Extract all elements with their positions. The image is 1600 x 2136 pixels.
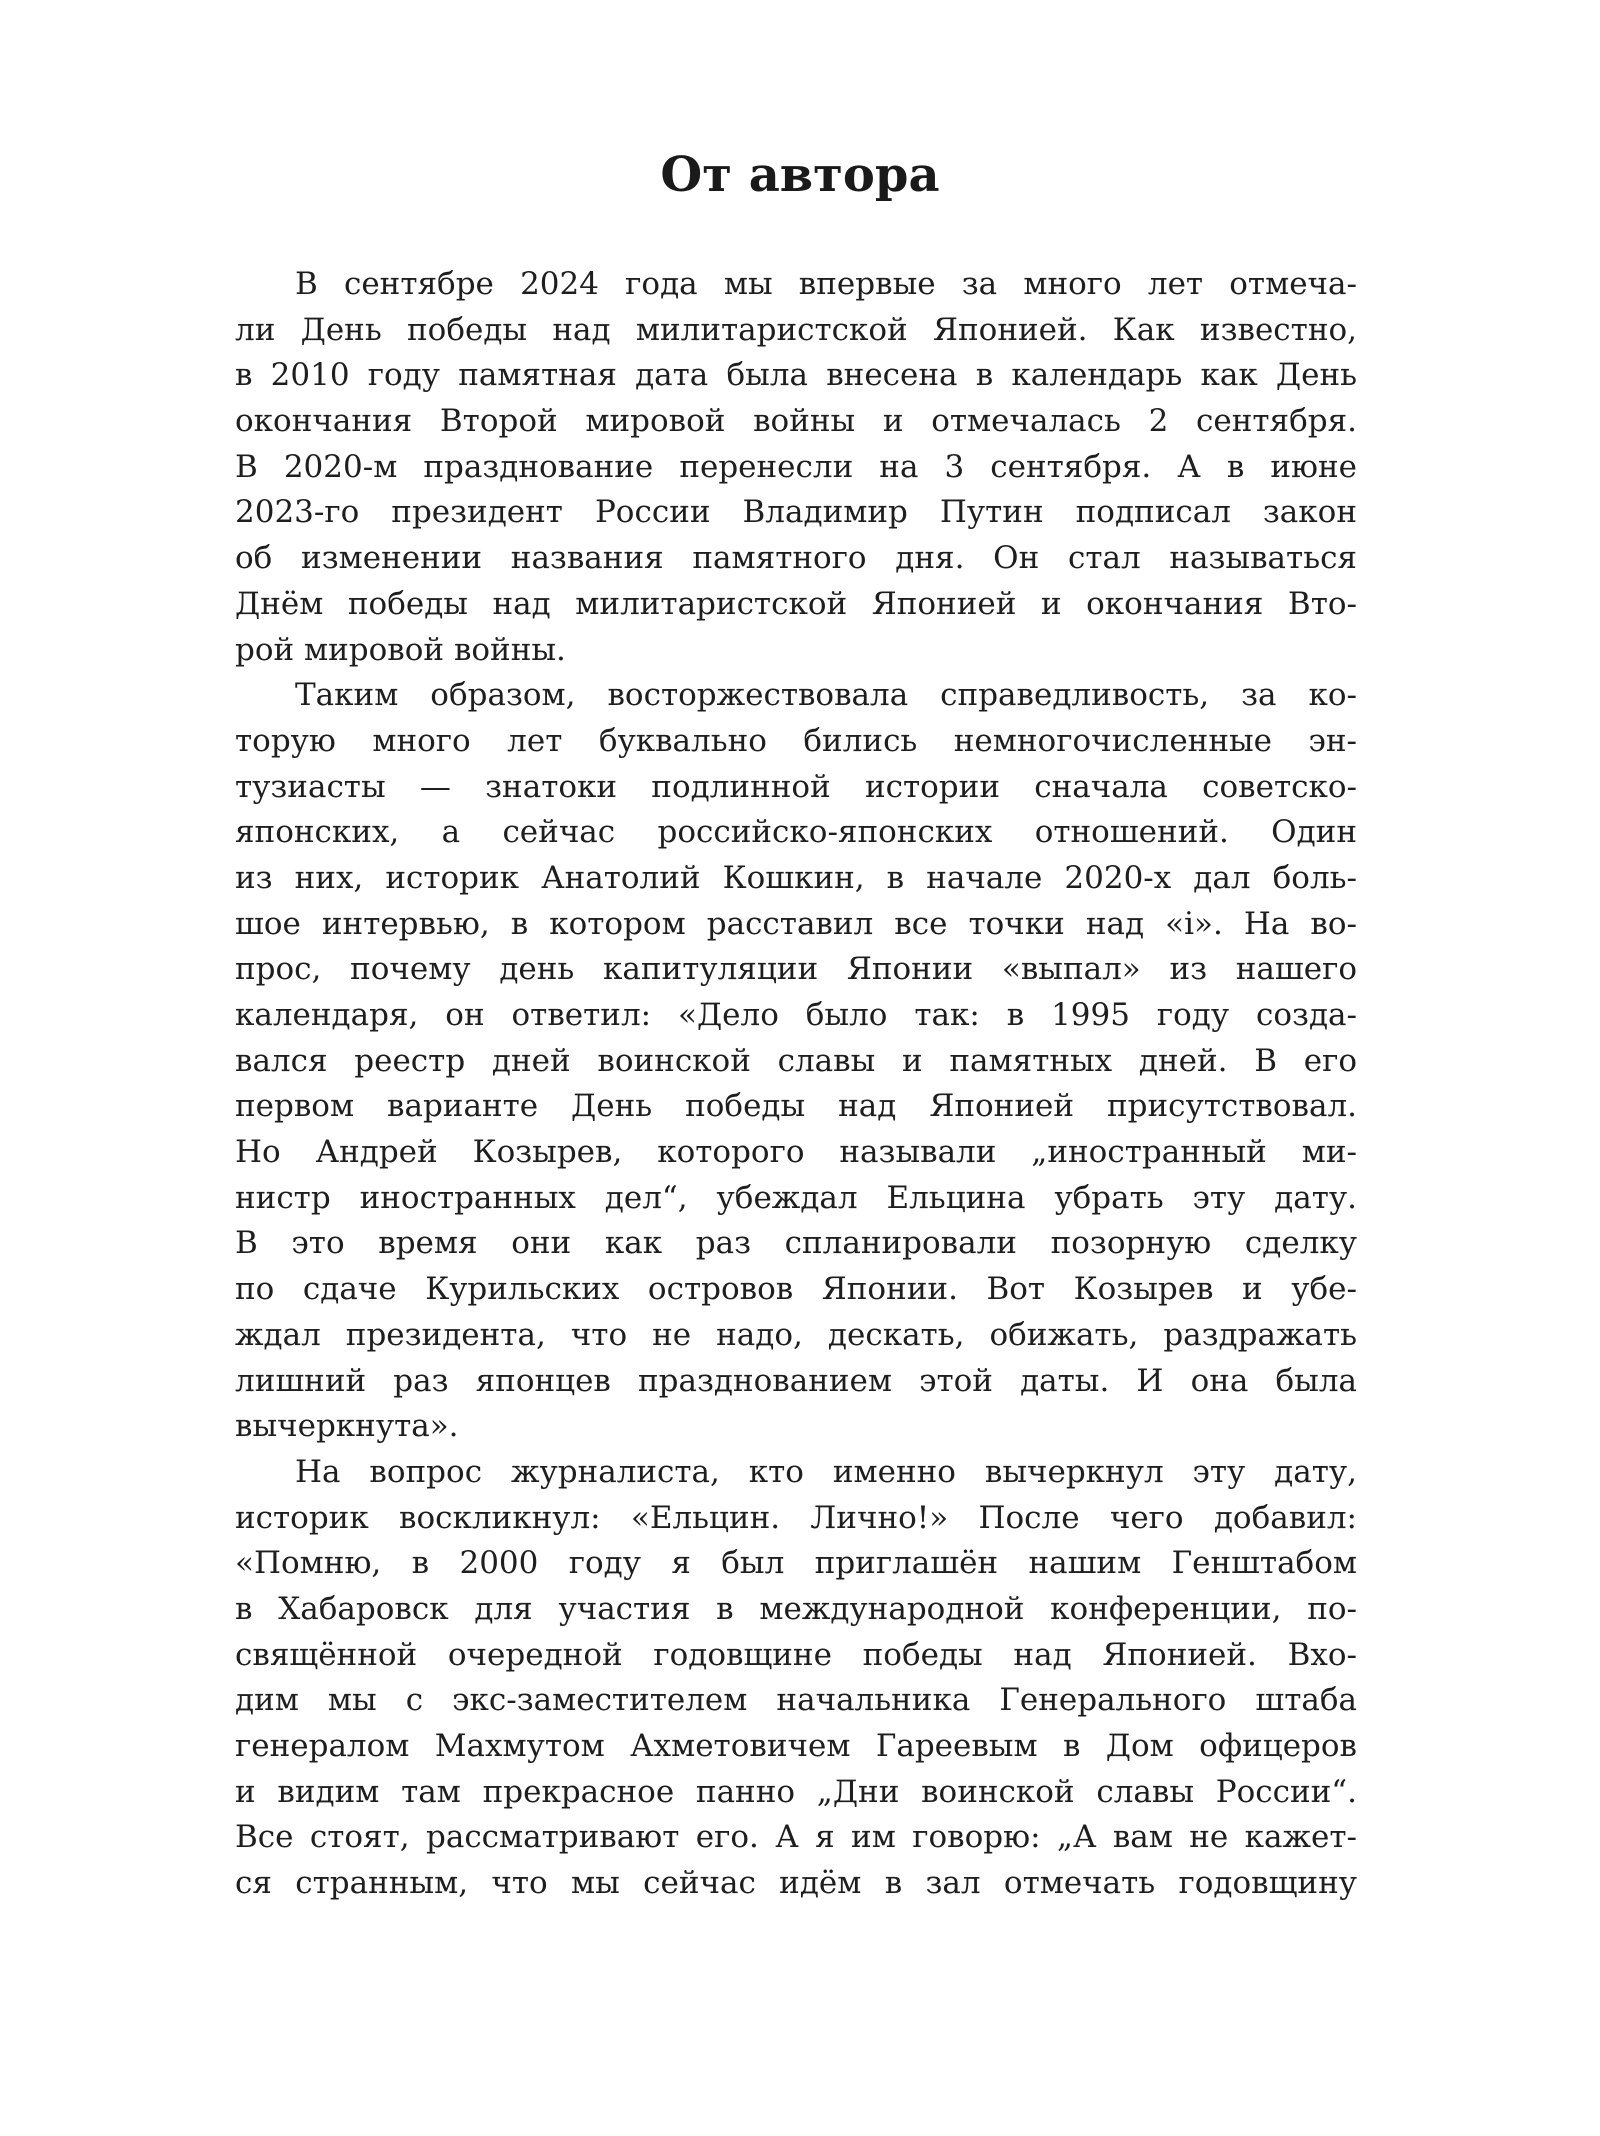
text-line: тузиасты — знатоки подлинной истории сначала советско- <box>235 768 1357 805</box>
text-line: окончания Второй мировой войны и отмечалась 2 сентября. <box>235 403 1357 440</box>
text-line: Все стоят, рассматривают его. А я им говорю: „А вам не кажет- <box>235 1819 1357 1856</box>
text-line: На вопрос журналиста, кто именно вычеркнул эту дату, <box>295 1453 1357 1490</box>
text-line: по сдаче Курильских островов Японии. Вот Козырев и убе- <box>235 1271 1357 1308</box>
text-line: и видим там прекрасное панно „Дни воинской славы России“. <box>235 1773 1357 1810</box>
text-line: свящённой очередной годовщине победы над Японией. Вхо- <box>235 1636 1357 1673</box>
text-line: календаря, он ответил: «Дело было так: в 1995 году созда- <box>235 997 1357 1033</box>
text-line: японских, а сейчас российско-японских отношений. Один <box>235 814 1357 851</box>
text-line: Таким образом, восторжествовала справедливость, за ко- <box>295 677 1357 714</box>
text-line: 2023-го президент России Владимир Путин подписал закон <box>235 494 1357 531</box>
text-line: прос, почему день капитуляции Японии «выпал» из нашего <box>235 951 1357 988</box>
text-line: ся странным, что мы сейчас идём в зал отмечать годовщину <box>235 1865 1357 1902</box>
text-line: ждал президента, что не надо, дескать, обижать, раздражать <box>235 1316 1357 1353</box>
text-line: В это время они как раз спланировали позорную сделку <box>235 1225 1357 1262</box>
text-line: шое интервью, в котором расставил все точки над «і». На во- <box>235 905 1357 942</box>
text-line: в 2010 году памятная дата была внесена в календарь как День <box>235 357 1357 394</box>
text-line: торую много лет буквально бились немногочисленные эн- <box>235 722 1357 759</box>
text-line: Днём победы над милитаристской Японией и окончания Вто- <box>235 585 1357 622</box>
text-line: В 2020-м празднование перенесли на 3 сентября. А в июне <box>235 448 1357 485</box>
text-line: В сентябре 2024 года мы впервые за много лет отмеча- <box>295 266 1357 302</box>
text-line: первом варианте День победы над Японией присутствовал. <box>235 1088 1357 1125</box>
text-line: в Хабаровск для участия в международной конференции, по- <box>235 1590 1357 1627</box>
text-line: ли День победы над милитаристской Японией. Как известно, <box>235 311 1357 348</box>
text-line: «Помню, в 2000 году я был приглашён нашим Генштабом <box>235 1545 1357 1582</box>
text-line: вался реестр дней воинской славы и памятных дней. В его <box>235 1042 1357 1079</box>
body-text <box>235 262 1357 1907</box>
text-line: Но Андрей Козырев, которого называли „иностранный ми- <box>235 1134 1357 1171</box>
text-line: из них, историк Анатолий Кошкин, в начале 2020-х дал боль- <box>235 859 1357 896</box>
text-line: рой мировой войны. <box>235 631 566 668</box>
chapter-title: От автора <box>660 147 940 203</box>
text-line: вычеркнута». <box>235 1408 459 1445</box>
text-line: генералом Махмутом Ахметовичем Гареевым в Дом офицеров <box>235 1728 1357 1764</box>
text-line: дим мы с экс-заместителем начальника Генерального штаба <box>235 1682 1357 1719</box>
text-line: лишний раз японцев празднованием этой даты. И она была <box>235 1362 1357 1399</box>
text-line: нистр иностранных дел“, убеждал Ельцина убрать эту дату. <box>235 1179 1357 1216</box>
text-line: историк воскликнул: «Ельцин. Лично!» После чего добавил: <box>235 1499 1357 1536</box>
text-line: об изменении названия памятного дня. Он стал называться <box>235 540 1357 577</box>
